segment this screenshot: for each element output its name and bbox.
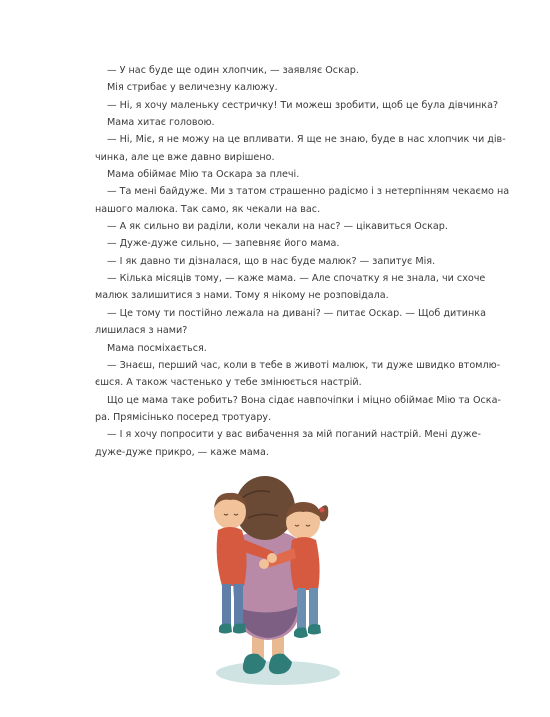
girl-hair-tie bbox=[320, 508, 325, 513]
story-text bbox=[95, 62, 510, 461]
girl-shoe bbox=[294, 628, 308, 639]
text-line: — І як давно ти дізналася, що в нас буде малюк? — запитує Мія. bbox=[107, 255, 436, 267]
text-line: — Та мені байдуже. Ми з татом страшенно радісмо і з нетерпінням чекаємо на bbox=[107, 186, 510, 198]
text-line: — Дуже-дуже сильно, — запевняє його мама. bbox=[107, 238, 340, 250]
girl-shoe bbox=[308, 624, 321, 635]
text-line: — Це тому ти постійно лежала на дивані? — питає Оскар. — Щоб дитинка bbox=[107, 307, 486, 319]
text-line: єшся. А також частенько у тебе змінюється настрій. bbox=[95, 377, 362, 389]
girl-shirt bbox=[290, 537, 319, 590]
text-line: Що це мама таке робить? Вона сідає навпочіпки і міцно обіймає Мію та Оска- bbox=[107, 394, 501, 406]
boy-leg bbox=[234, 584, 243, 628]
boy-shirt bbox=[217, 527, 247, 586]
text-line: нашого малюка. Так само, як чекали на вас. bbox=[95, 203, 321, 215]
text-line: малюк залишитися з нами. Тому я нікому не розповідала. bbox=[95, 290, 389, 302]
girl-leg bbox=[309, 588, 318, 628]
text-line: Мія стрибає у величезну калюжу. bbox=[107, 82, 278, 94]
text-line: — І я хочу попросити у вас вибачення за мій поганий настрій. Мені дуже- bbox=[107, 429, 481, 441]
text-line: Мама обіймає Мію та Оскара за плечі. bbox=[107, 169, 300, 181]
boy-shoe bbox=[219, 624, 232, 634]
boy-shoe bbox=[233, 624, 246, 634]
girl-leg bbox=[297, 588, 306, 632]
text-line: — Кілька місяців тому, — каже мама. — Але спочатку я не знала, чи схоче bbox=[107, 273, 486, 285]
hand bbox=[267, 553, 277, 563]
hand bbox=[259, 559, 269, 569]
text-line: — Знаєш, перший час, коли в тебе в животі малюк, ти дуже швидко втомлю- bbox=[107, 359, 501, 371]
text-line: — Ні, я хочу маленьку сестричку! Ти можеш зробити, щоб це була дівчинка? bbox=[107, 99, 499, 111]
text-line: Мама посміхається. bbox=[107, 342, 207, 354]
text-line: лишилася з нами? bbox=[95, 325, 188, 337]
text-line: чинка, але це вже давно вирішено. bbox=[95, 151, 275, 163]
boy-leg bbox=[222, 584, 231, 628]
text-line: ра. Прямісінько посеред тротуару. bbox=[95, 411, 272, 423]
text-line: — Ні, Міє, я не можу на це впливати. Я ще не знаю, буде в нас хлопчик чи дів- bbox=[107, 134, 506, 146]
mother-hugging-children-illustration bbox=[200, 468, 350, 688]
text-line: — А як сильно ви раділи, коли чекали на нас? — цікавиться Оскар. bbox=[107, 221, 448, 233]
text-line: Мама хитає головою. bbox=[107, 117, 215, 129]
text-line: дуже-дуже прикро, — каже мама. bbox=[95, 446, 269, 458]
text-line: — У нас буде ще один хлопчик, — заявляє Оскар. bbox=[107, 65, 359, 76]
